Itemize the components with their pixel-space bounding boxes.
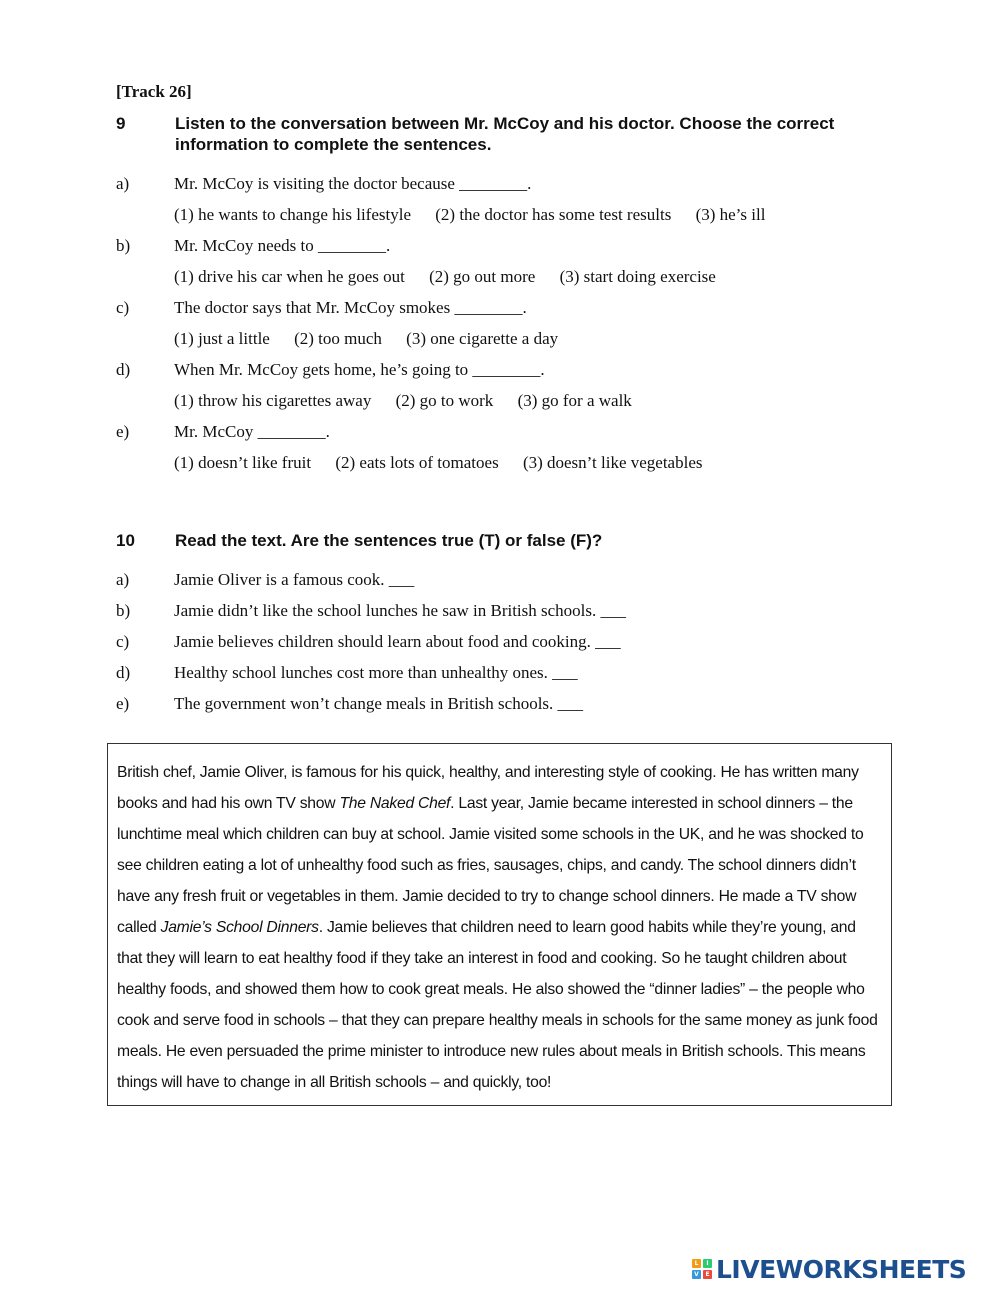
section-10-number: 10 [116, 531, 135, 550]
option-1[interactable]: (1) just a little [174, 329, 270, 348]
option-3[interactable]: (3) start doing exercise [559, 267, 716, 286]
reading-part-2: . Last year, Jamie became interested in school dinners – the lunchtime meal which children can buy at school. Jamie visited some schools in the UK, and he was shocked to see children eating a lot of unhealthy food such as fries, sausages, chips, and candy. The school dinners didn’t have any fresh fruit or vegetables in them. Jamie decided to try to change school dinners. He made a TV show called [117, 795, 864, 936]
options-9a [174, 205, 785, 225]
option-2[interactable]: (2) go out more [429, 267, 536, 286]
logo-square-i: I [703, 1259, 712, 1268]
liveworksheets-logo [692, 1254, 966, 1284]
logo-icon [692, 1259, 712, 1279]
options-9b [174, 267, 736, 287]
option-2[interactable]: (2) the doctor has some test results [435, 205, 672, 224]
logo-square-l: L [692, 1259, 701, 1268]
statement-letter: e) [116, 694, 130, 713]
statement-text[interactable]: Healthy school lunches cost more than unhealthy ones. ___ [174, 663, 578, 682]
option-1[interactable]: (1) he wants to change his lifestyle [174, 205, 411, 224]
logo-square-e: E [703, 1270, 712, 1279]
reading-title-naked-chef: The Naked Chef [339, 795, 451, 812]
question-stem: Mr. McCoy is visiting the doctor because ________. [174, 174, 532, 193]
question-stem: Mr. McCoy needs to ________. [174, 236, 391, 255]
track-label: [Track 26] [116, 82, 192, 101]
question-stem: When Mr. McCoy gets home, he’s going to ________. [174, 360, 545, 379]
question-stem: Mr. McCoy ________. [174, 422, 330, 441]
statement-text[interactable]: Jamie didn’t like the school lunches he saw in British schools. ___ [174, 601, 627, 620]
option-2[interactable]: (2) go to work [395, 391, 494, 410]
question-letter: e) [116, 422, 130, 441]
question-stem: The doctor says that Mr. McCoy smokes ________. [174, 298, 527, 317]
question-letter: a) [116, 174, 130, 193]
reading-part-1: British chef, Jamie Oliver, is famous for his quick, healthy, and interesting style of cooking. He has written many books and had his own TV show [117, 764, 859, 812]
section-9-number: 9 [116, 114, 126, 133]
statement-text[interactable]: Jamie believes children should learn about food and cooking. ___ [174, 632, 621, 651]
statement-letter: c) [116, 632, 130, 651]
statement-letter: d) [116, 663, 131, 682]
statement-text[interactable]: The government won’t change meals in British schools. ___ [174, 694, 584, 713]
options-9e [174, 453, 722, 473]
option-3[interactable]: (3) go for a walk [517, 391, 632, 410]
question-letter: b) [116, 236, 131, 255]
logo-text: LIVEWORKSHEETS [716, 1254, 967, 1284]
option-1[interactable]: (1) doesn’t like fruit [174, 453, 312, 472]
option-2[interactable]: (2) eats lots of tomatoes [335, 453, 499, 472]
option-1[interactable]: (1) drive his car when he goes out [174, 267, 405, 286]
reading-paragraph [117, 757, 883, 1098]
option-2[interactable]: (2) too much [294, 329, 382, 348]
statement-text[interactable]: Jamie Oliver is a famous cook. ___ [174, 570, 415, 589]
option-3[interactable]: (3) one cigarette a day [406, 329, 559, 348]
options-9c [174, 329, 578, 349]
section-9-instruction: Listen to the conversation between Mr. McCoy and his doctor. Choose the correct information to complete the sentences. [175, 114, 835, 154]
options-9d [174, 391, 652, 411]
reading-part-3: . Jamie believes that children need to learn good habits while they’re young, and that they will learn to eat healthy food if they take an interest in food and cooking. So he taught children about healthy foods, and showed them how to cook great meals. He also showed the “dinner ladies” – the people who cook and serve food in schools – that they can prepare healthy meals in schools for the same money as junk food meals. He even persuaded the prime minister to introduce new rules about meals in British schools. This means things will have to change in all British schools – and quickly, too! [117, 919, 878, 1091]
option-1[interactable]: (1) throw his cigarettes away [174, 391, 372, 410]
logo-square-v: V [692, 1270, 701, 1279]
question-letter: c) [116, 298, 130, 317]
option-3[interactable]: (3) he’s ill [695, 205, 766, 224]
option-3[interactable]: (3) doesn’t like vegetables [522, 453, 703, 472]
statement-letter: b) [116, 601, 131, 620]
reading-text-box [107, 743, 892, 1106]
reading-title-school-dinners: Jamie’s School Dinners [160, 919, 319, 936]
statement-letter: a) [116, 570, 130, 589]
section-10-instruction: Read the text. Are the sentences true (T) or false (F)? [175, 531, 603, 550]
question-letter: d) [116, 360, 131, 379]
